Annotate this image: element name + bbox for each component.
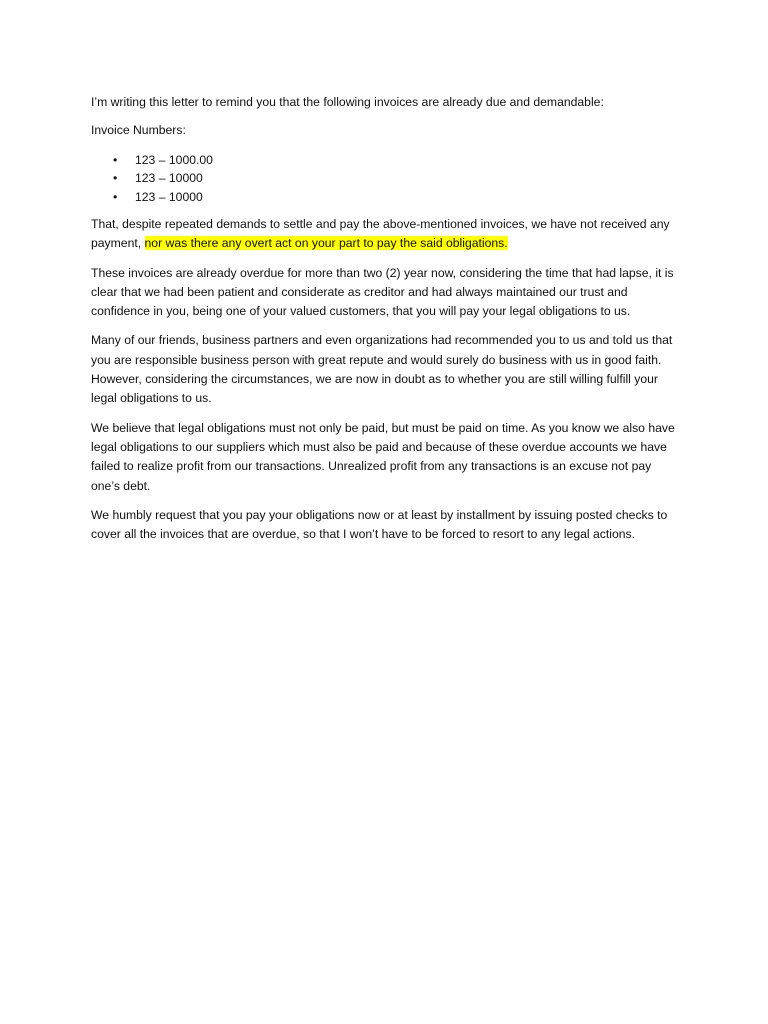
invoice-list: [91, 151, 681, 207]
letter-body: [91, 93, 681, 554]
invoice-entry: 123 – 10000: [135, 171, 203, 186]
invoice-entry: 123 – 10000: [135, 190, 203, 205]
invoice-entry: 123 – 1000.00: [135, 152, 213, 167]
list-item: [91, 151, 681, 170]
intro-paragraph: I’m writing this letter to remind you that the following invoices are already due and demandable:: [91, 95, 604, 109]
list-item: [91, 169, 681, 188]
bullet-icon: •: [113, 152, 118, 167]
demand-text: That, despite repeated demands to settle and pay the above-mentioned invoices, we have not received any payment,: [91, 216, 670, 251]
overdue-paragraph: These invoices are already overdue for more than two (2) year now, considering the time that had lapse, it is clear that we had been patient and considerate as creditor and had always maintained our trust and confidence in you, being one of your valued customers, that you will pay your legal obligations to us.: [91, 265, 674, 319]
recommendation-paragraph: Many of our friends, business partners and even organizations had recommended you to us and told us that you are responsible business person with great repute and would surely do business with us in good faith. However, considering the circumstances, we are now in doubt as to whether you are still willing fulfill your legal obligations to us.: [91, 333, 673, 406]
demand-paragraph: [91, 215, 681, 254]
bullet-icon: •: [113, 190, 118, 205]
request-paragraph: We humbly request that you pay your obligations now or at least by installment by issuing posted checks to cover all the invoices that are overdue, so that I won’t have to be forced to resort to any legal actions.: [91, 507, 668, 542]
invoice-numbers-heading: Invoice Numbers:: [91, 123, 186, 138]
list-item: [91, 188, 681, 207]
highlighted-text: nor was there any overt act on your part to pay the said obligations.: [144, 236, 508, 251]
bullet-icon: •: [113, 171, 118, 186]
obligations-paragraph: We believe that legal obligations must not only be paid, but must be paid on time. As you know we also have legal obligations to our suppliers which must also be paid and because of these overdue accounts we have failed to realize profit from our transactions. Unrealized profit from any transactions is an excuse not pay one’s debt.: [91, 420, 675, 493]
